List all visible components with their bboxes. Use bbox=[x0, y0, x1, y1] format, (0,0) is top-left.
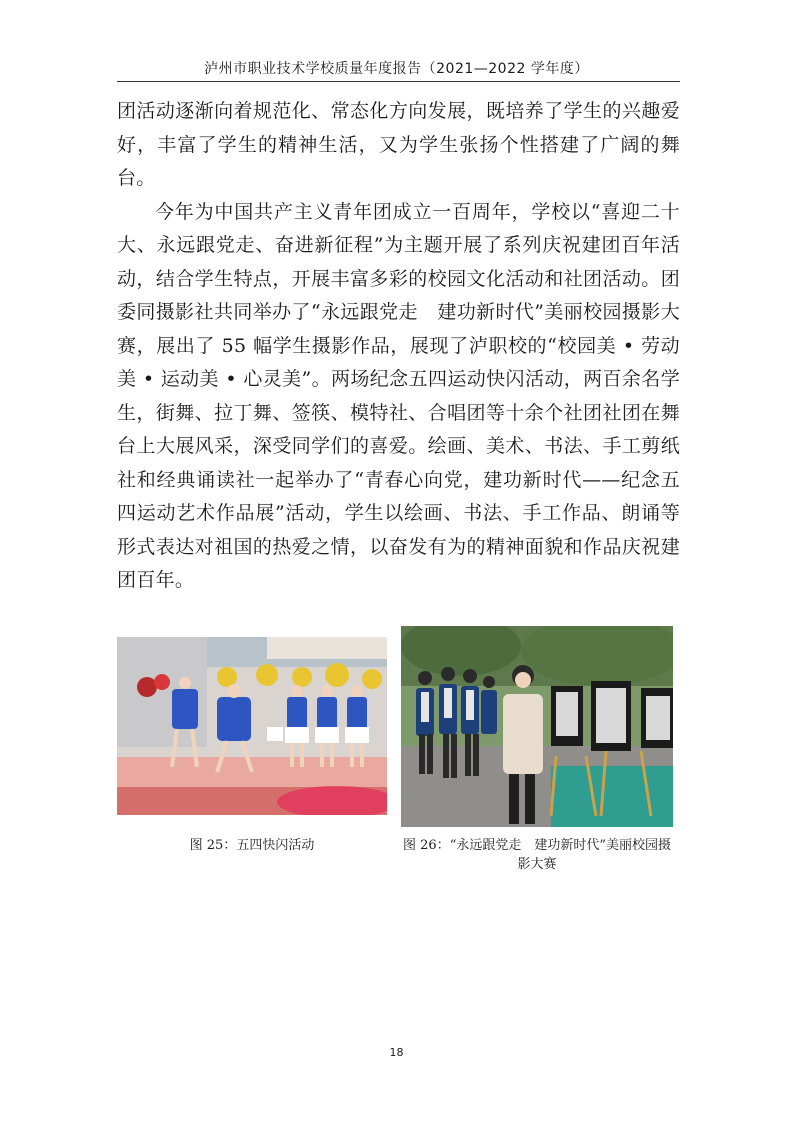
body-text bbox=[117, 95, 680, 598]
page-number: 18 bbox=[389, 1046, 404, 1059]
header-divider bbox=[117, 81, 680, 82]
paragraph: 今年为中国共产主义青年团成立一百周年，学校以“喜迎二十大、永远跟党走、奋进新征程”为主题开展了系列庆祝建团百年活动，结合学生特点，开展丰富多彩的校园文化活动和社团活动。团委同摄影社共同举办了“永远跟党走 建功新时代”美丽校园摄影大赛，展出了 55 幅学生摄影作品，展现了泸职校的“校园美 • 劳动美 • 运动美 • 心灵美”。两场纪念五四运动快闪活动，两百余名学生，街舞、拉丁舞、签筷、模特社、合唱团等十余个社团社团在舞台上大展风采，深受同学们的喜爱。绘画、美术、书法、手工剪纸社和经典诵读社一起举办了“青春心向党，建功新时代——纪念五四运动艺术作品展”活动，学生以绘画、书法、手工作品、朗诵等形式表达对祖国的热爱之情，以奋发有为的精神面貌和作品庆祝建团百年。 bbox=[117, 200, 680, 591]
figure-caption: 图 26：“永远跟党走 建功新时代”美丽校园摄影大赛 bbox=[403, 838, 671, 872]
figure-caption: 图 25：五四快闪活动 bbox=[189, 838, 315, 853]
paragraph: 团活动逐渐向着规范化、常态化方向发展，既培养了学生的兴趣爱好，丰富了学生的精神生活，又为学生张扬个性搭建了广阔的舞台。 bbox=[117, 100, 680, 189]
page-header-title: 泸州市职业技术学校质量年度报告（2021—2022 学年度） bbox=[204, 61, 589, 77]
photo-flash-mob-performance bbox=[117, 637, 387, 815]
photo-campus-photography-exhibition bbox=[401, 626, 673, 827]
